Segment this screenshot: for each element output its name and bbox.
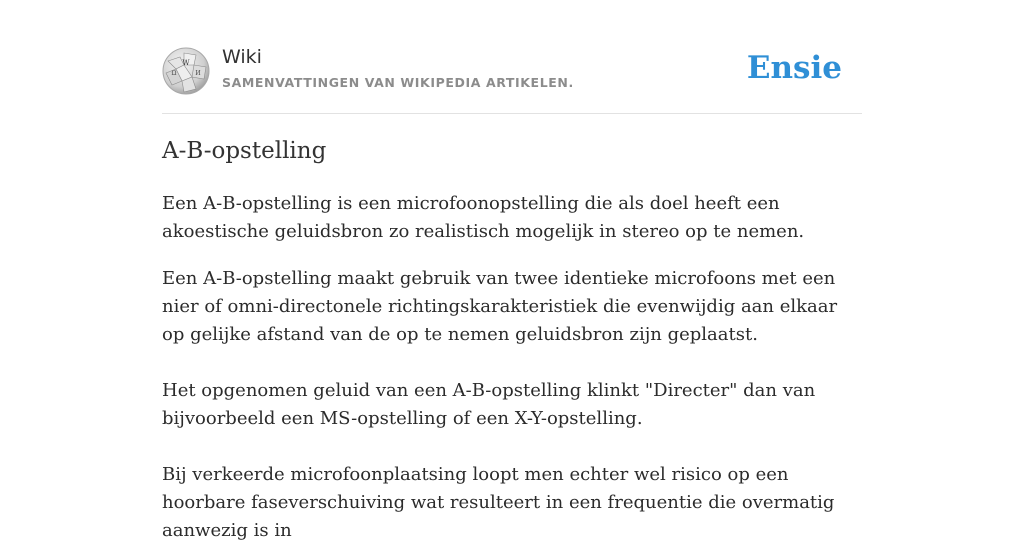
svg-text:И: И xyxy=(195,70,201,77)
svg-text:Ω: Ω xyxy=(171,70,177,77)
wikipedia-globe-icon[interactable] xyxy=(162,47,210,95)
site-subtitle: SAMENVATTINGEN VAN WIKIPEDIA ARTIKELEN. xyxy=(222,75,574,90)
site-header xyxy=(162,0,862,114)
page xyxy=(162,0,862,541)
article-body xyxy=(162,190,862,545)
svg-text:W: W xyxy=(182,59,190,67)
article-title: A-B-opstelling xyxy=(162,138,327,164)
article-text: Een A-B-opstelling maakt gebruik van twee identieke microfoons met een nier of omni-directonele richtingskarakteristiek die evenwijdig aan elkaar op gelijke afstand van de op te nemen geluidsbron zijn geplaatst. Het opgenomen geluid van een A-B-opstelling klinkt "Directer" dan van bijvoorbeeld een MS-opstelling of een X-Y-opstelling. Bij verkeerde microfoonplaatsing loopt men echter wel risico op een hoorbare faseverschuiving wat resulteert in een frequentie die overmatig aanwezig is in xyxy=(162,268,838,541)
brand-logo-link[interactable]: Ensie xyxy=(746,50,842,86)
article-lead: Een A-B-opstelling is een microfoonopstelling die als doel heeft een akoestische geluidsbron zo realistisch mogelijk in stereo op te nemen. xyxy=(162,193,805,242)
site-title[interactable]: Wiki xyxy=(222,46,262,68)
